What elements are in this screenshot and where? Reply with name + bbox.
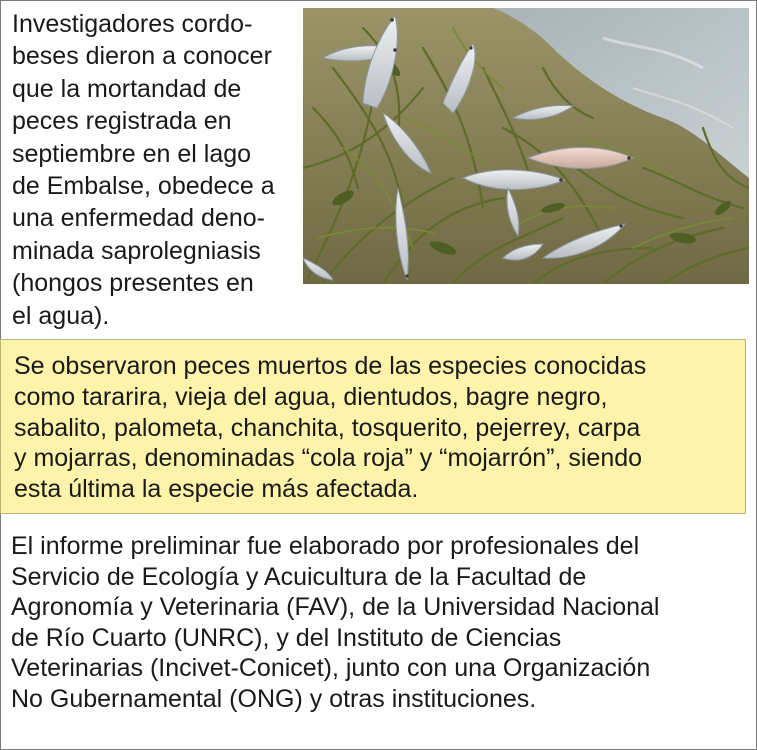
body-line: El informe preliminar fue elaborado por profesionales del <box>11 532 640 560</box>
highlight-line: como tararira, vieja del agua, dientudos, bagre negro, <box>14 382 608 411</box>
body-line: Servicio de Ecología y Acuicultura de la Facultad de <box>11 562 587 591</box>
intro-line: que la mortandad de <box>12 74 242 103</box>
body-line: Veterinarias (Incivet-Conicet), junto con una Organización <box>11 654 651 683</box>
body-line: de Río Cuarto (UNRC), y del Instituto de Ciencias <box>11 623 562 652</box>
intro-line: beses dieron a conocer <box>12 42 272 71</box>
highlight-line: y mojarras, denominadas “cola roja” y “mojarrón”, siendo <box>14 444 643 473</box>
intro-line: el agua). <box>12 301 110 330</box>
highlight-line: sabalito, palometa, chanchita, tosquerito, pejerrey, carpa <box>14 413 641 442</box>
body-line: No Gubernamental (ONG) y otras instituciones. <box>11 684 537 713</box>
highlight-box <box>0 339 746 514</box>
intro-line: septiembre en el lago <box>12 139 252 168</box>
highlight-line: Se observaron peces muertos de las especies conocidas <box>14 352 647 380</box>
intro-line: minada saprolegniasis <box>12 236 261 265</box>
highlight-line: esta última la especie más afectada. <box>14 475 419 504</box>
dead-fish-photo <box>303 8 749 284</box>
body-line: Agronomía y Veterinaria (FAV), de la Universidad Nacional <box>11 593 660 622</box>
report-paragraph <box>11 531 751 715</box>
intro-line: Investigadores cordo- <box>12 10 253 38</box>
intro-line: (hongos presentes en <box>12 269 254 298</box>
intro-paragraph <box>12 8 304 332</box>
intro-line: una enfermedad deno- <box>12 204 265 233</box>
intro-line: de Embalse, obedece a <box>12 172 275 201</box>
intro-line: peces registrada en <box>12 107 232 136</box>
